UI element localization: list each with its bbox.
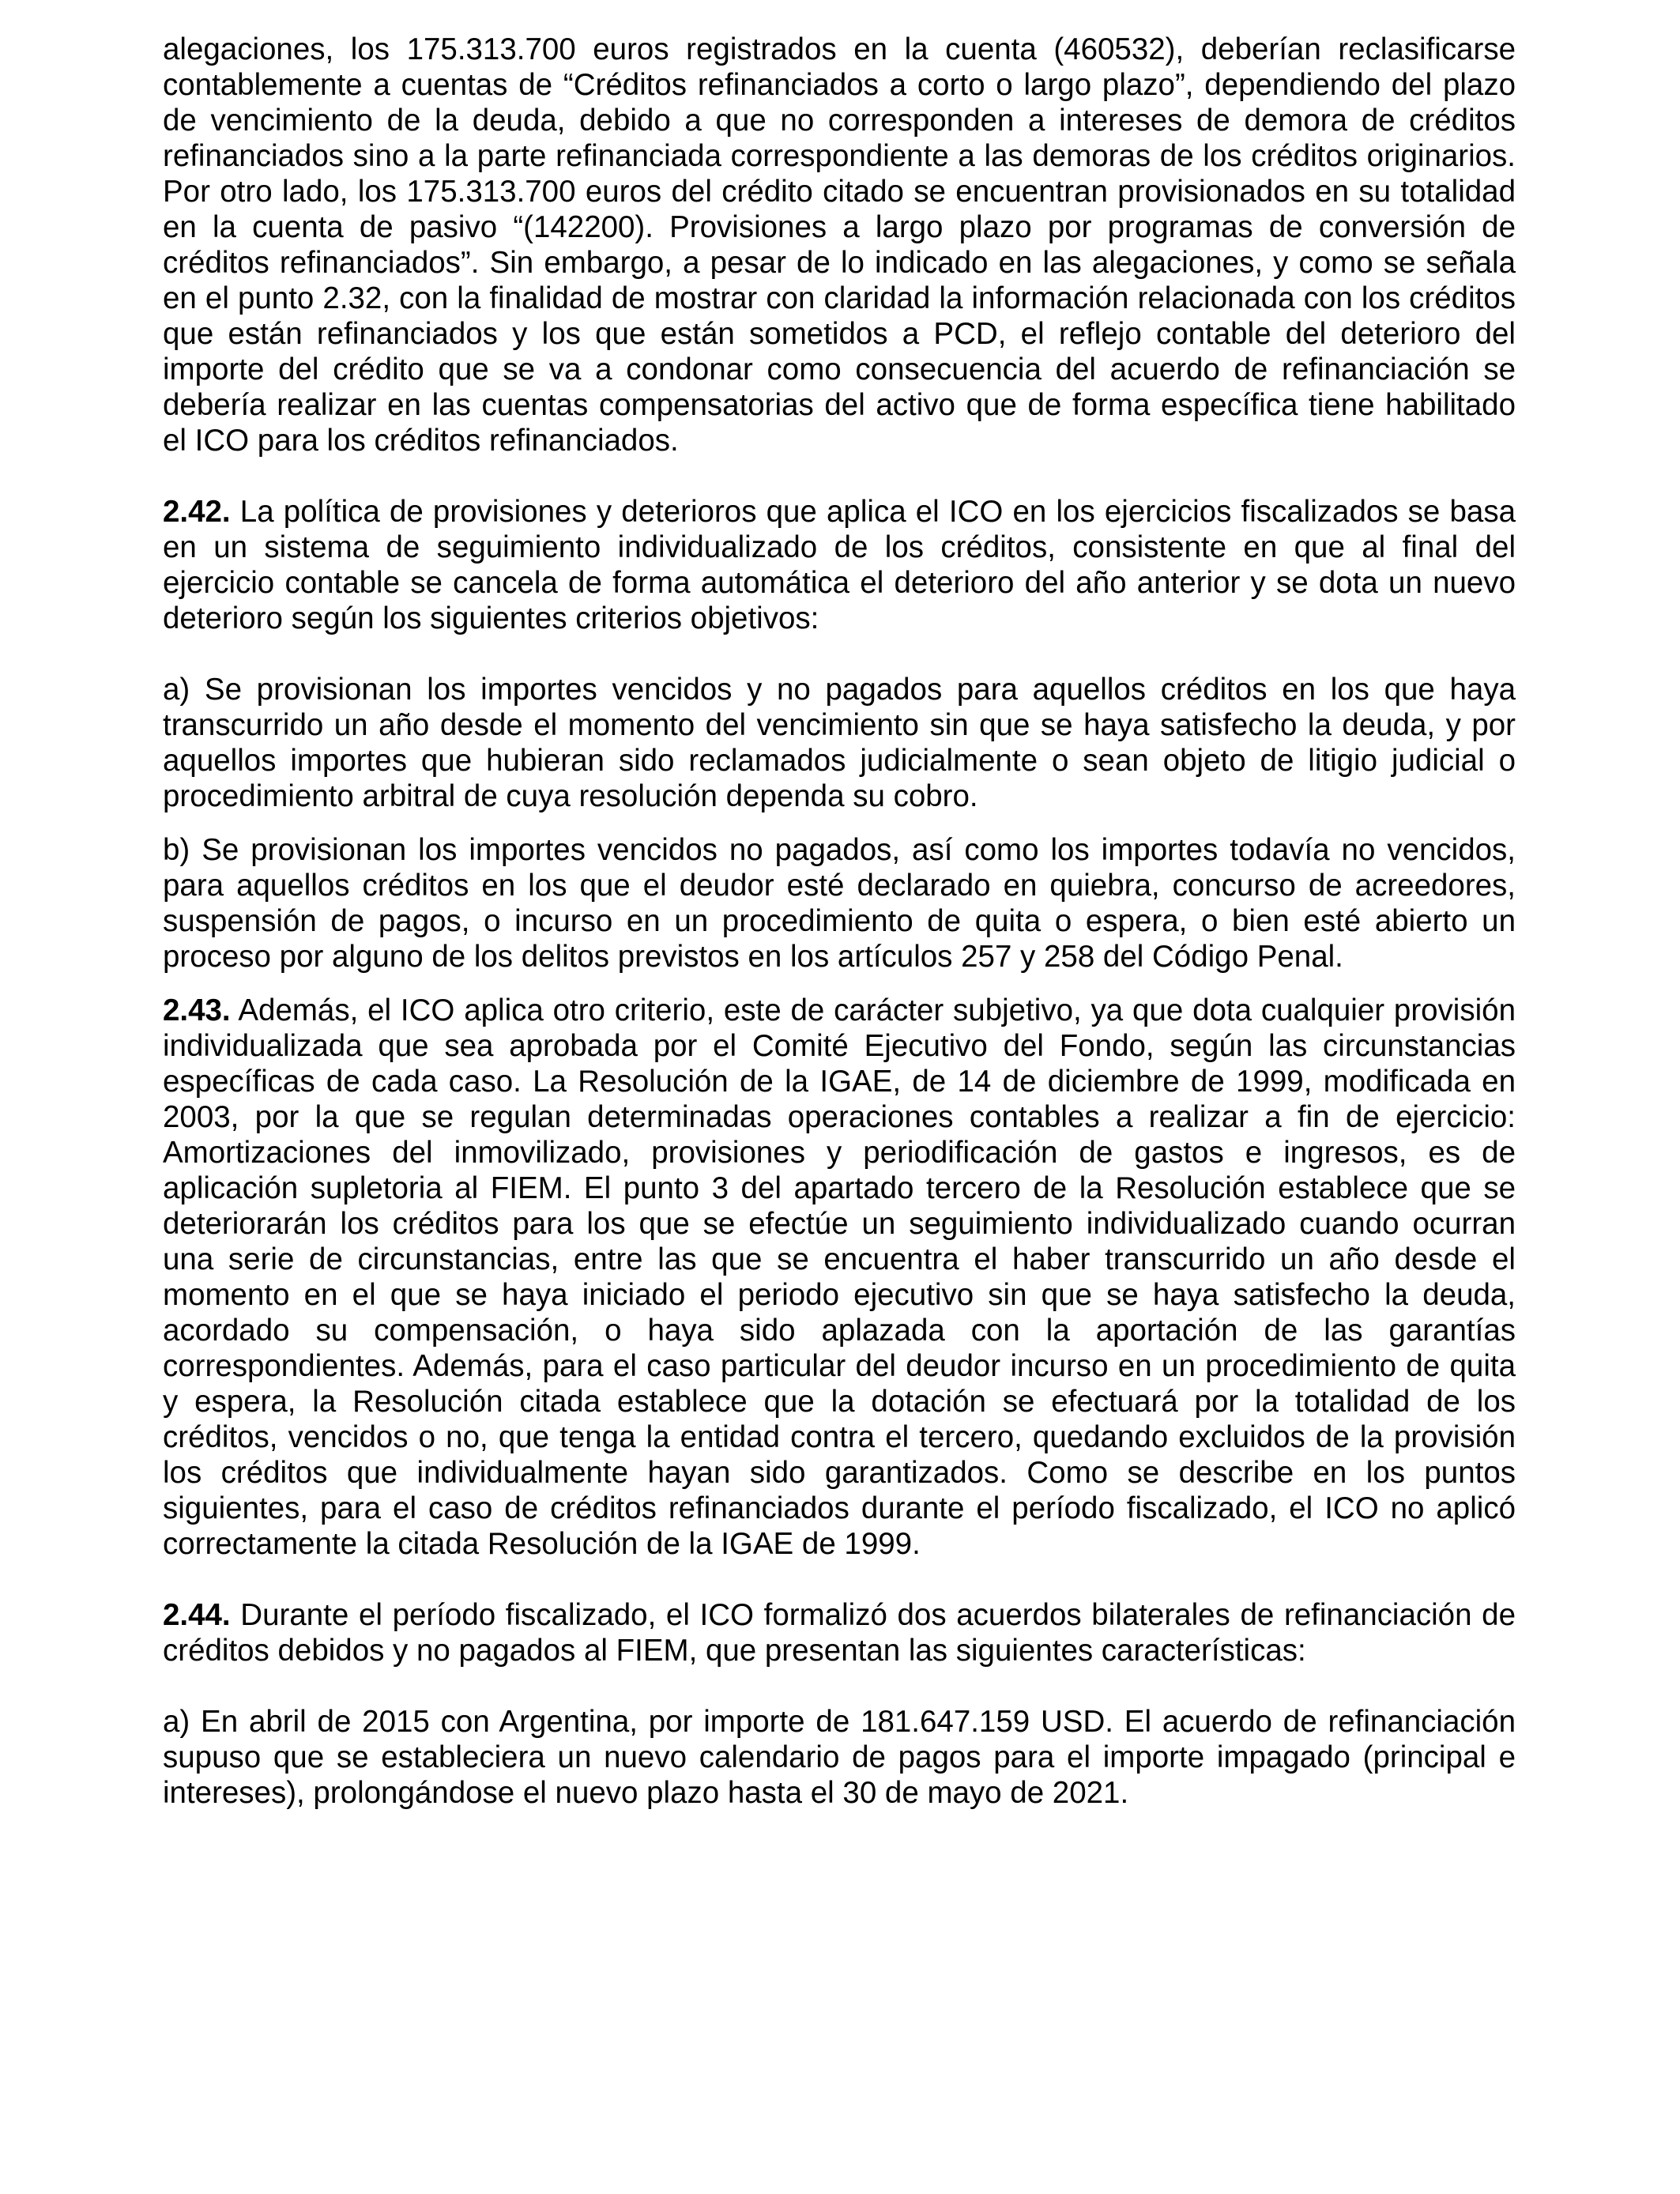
paragraph-number: 2.44. <box>163 1598 231 1632</box>
document-page <box>163 32 1516 1811</box>
paragraph-text: b) Se provisionan los importes vencidos no pagados, así como los importes todavía no vencidos, para aquellos créditos en los que el deudor esté declarado en quiebra, concurso de acreedores, suspensión de pagos, o incurso en un procedimiento de quita o espera, o bien esté abierto un proceso por alguno de los delitos previstos en los artículos 257 y 258 del Código Penal. <box>163 833 1516 974</box>
paragraph-2-42 <box>163 494 1516 636</box>
criterion-a <box>163 672 1516 814</box>
paragraph-2-44 <box>163 1597 1516 1668</box>
paragraph-text: La política de provisiones y deterioros que aplica el ICO en los ejercicios fiscalizados se basa en un sistema de seguimiento individualizado de los créditos, consistente en que al final del ejercicio contable se cancela de forma automática el deterioro del año anterior y se dota un nuevo deterioro según los siguientes criterios objetivos: <box>163 495 1516 635</box>
paragraph-text: Durante el período fiscalizado, el ICO formalizó dos acuerdos bilaterales de refinanciación de créditos debidos y no pagados al FIEM, que presentan las siguientes características: <box>163 1598 1516 1668</box>
paragraph-continuation <box>163 32 1516 458</box>
agreement-a <box>163 1704 1516 1811</box>
criterion-b <box>163 832 1516 974</box>
paragraph-2-43 <box>163 993 1516 1562</box>
paragraph-number: 2.43. <box>163 993 231 1027</box>
paragraph-text: a) En abril de 2015 con Argentina, por importe de 181.647.159 USD. El acuerdo de refinanciación supuso que se estableciera un nuevo calendario de pagos para el importe impagado (principal e intereses), prolongándose el nuevo plazo hasta el 30 de mayo de 2021. <box>163 1705 1516 1810</box>
paragraph-text: alegaciones, los 175.313.700 euros registrados en la cuenta (460532), deberían reclasificarse contablemente a cuentas de “Créditos refinanciados a corto o largo plazo”, dependiendo del plazo de vencimiento de la deuda, debido a que no corresponden a intereses de demora de créditos refinanciados sino a la parte refinanciada correspondiente a las demoras de los créditos originarios. Por otro lado, los 175.313.700 euros del crédito citado se encuentran provisionados en su totalidad en la cuenta de pasivo “(142200). Provisiones a largo plazo por programas de conversión de créditos refinanciados”. Sin embargo, a pesar de lo indicado en las alegaciones, y como se señala en el punto 2.32, con la finalidad de mostrar con claridad la información relacionada con los créditos que están refinanciados y los que están sometidos a PCD, el reflejo contable del deterioro del importe del crédito que se va a condonar como consecuencia del acuerdo de refinanciación se debería realizar en las cuentas compensatorias del activo que de forma específica tiene habilitado el ICO para los créditos refinanciados. <box>163 32 1516 458</box>
paragraph-number: 2.42. <box>163 495 231 529</box>
paragraph-text: a) Se provisionan los importes vencidos y no pagados para aquellos créditos en los que haya transcurrido un año desde el momento del vencimiento sin que se haya satisfecho la deuda, y por aquellos importes que hubieran sido reclamados judicialmente o sean objeto de litigio judicial o procedimiento arbitral de cuya resolución dependa su cobro. <box>163 673 1516 813</box>
paragraph-text: Además, el ICO aplica otro criterio, este de carácter subjetivo, ya que dota cualquier provisión individualizada que sea aprobada por el Comité Ejecutivo del Fondo, según las circunstancias específicas de cada caso. La Resolución de la IGAE, de 14 de diciembre de 1999, modificada en 2003, por la que se regulan determinadas operaciones contables a realizar a fin de ejercicio: Amortizaciones del inmovilizado, provisiones y periodificación de gastos e ingresos, es de aplicación supletoria al FIEM. El punto 3 del apartado tercero de la Resolución establece que se deteriorarán los créditos para los que se efectúe un seguimiento individualizado cuando ocurran una serie de circunstancias, entre las que se encuentra el haber transcurrido un año desde el momento en el que se haya iniciado el periodo ejecutivo sin que se haya satisfecho la deuda, acordado su compensación, o haya sido aplazada con la aportación de las garantías correspondientes. Además, para el caso particular del deudor incurso en un procedimiento de quita y espera, la Resolución citada establece que la dotación se efectuará por la totalidad de los créditos, vencidos o no, que tenga la entidad contra el tercero, quedando excluidos de la provisión los créditos que individualmente hayan sido garantizados. Como se describe en los puntos siguientes, para el caso de créditos refinanciados durante el período fiscalizado, el ICO no aplicó correctamente la citada Resolución de la IGAE de 1999. <box>163 993 1516 1561</box>
